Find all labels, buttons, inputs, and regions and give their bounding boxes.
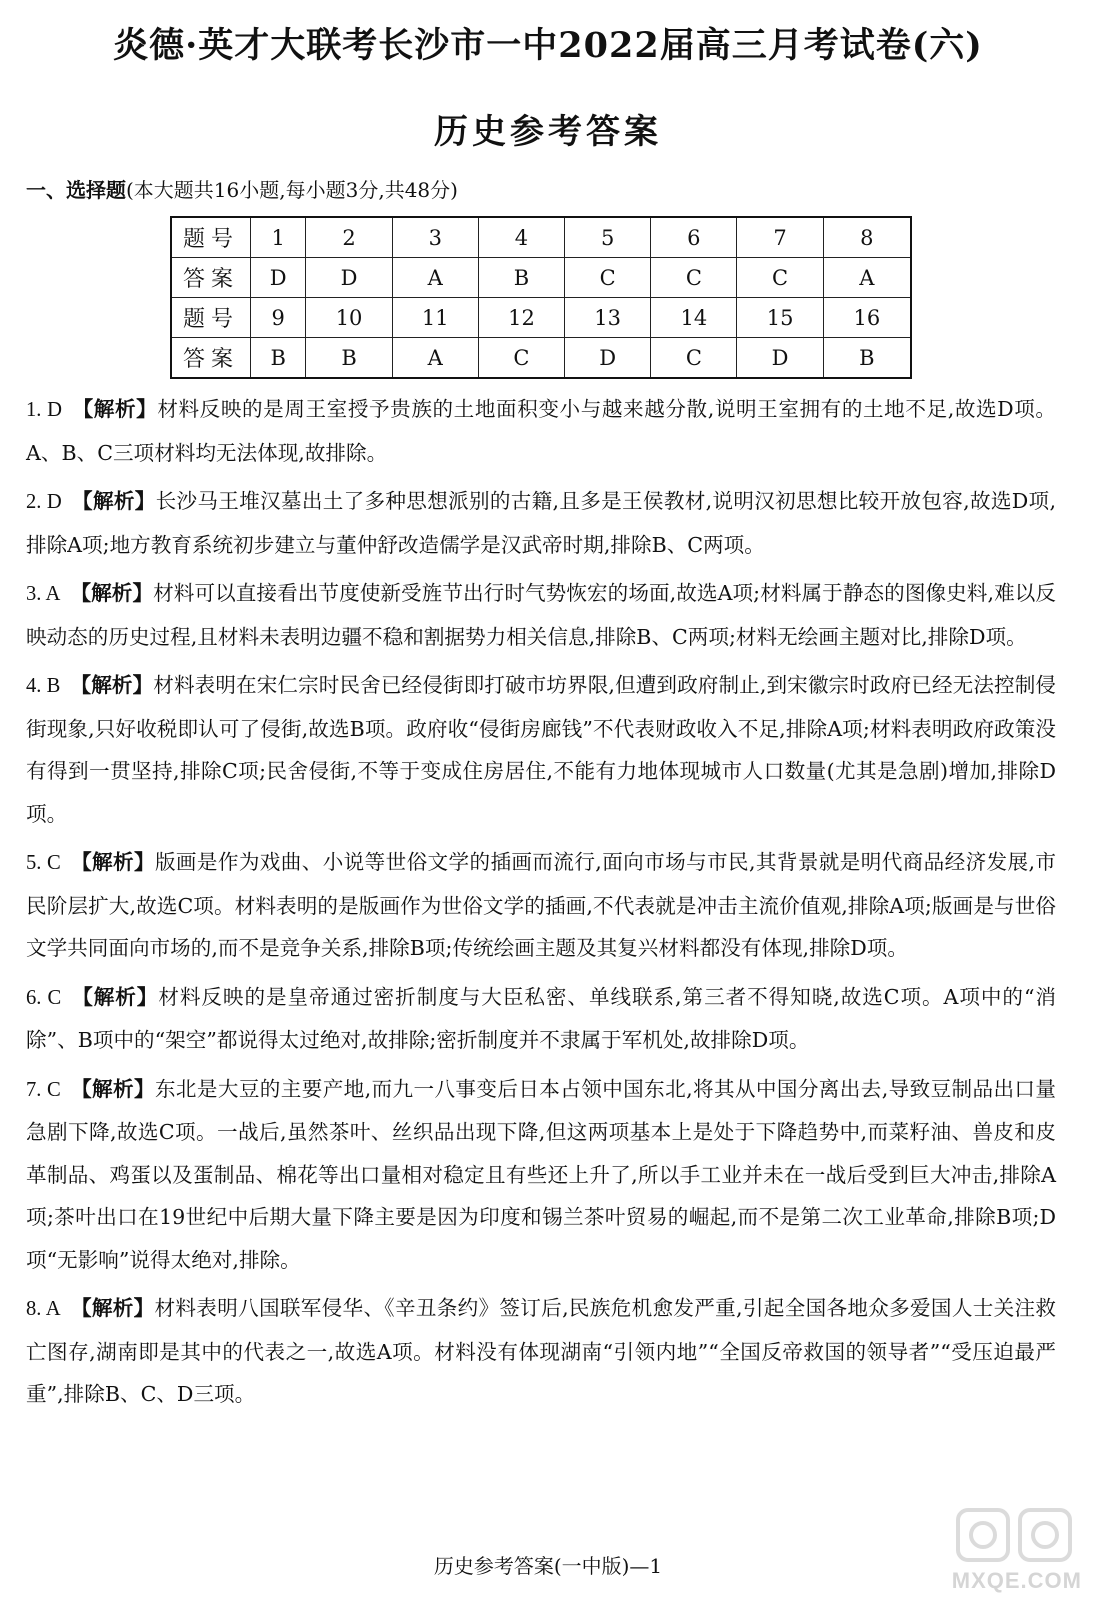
item-tag: 【解析】 xyxy=(72,397,158,421)
answer-cell: A xyxy=(823,258,911,298)
item-number: 3. A xyxy=(26,583,61,605)
question-number-cell: 2 xyxy=(306,217,392,258)
question-number-cell: 8 xyxy=(823,217,911,258)
item-number: 2. D xyxy=(26,491,62,513)
item-tag: 【解析】 xyxy=(70,1296,155,1320)
item-number: 4. B xyxy=(26,675,61,697)
explanation-list xyxy=(26,388,1056,1422)
question-number-cell: 14 xyxy=(651,298,737,338)
item-tag: 【解析】 xyxy=(71,489,156,513)
row-header-answer: 答案 xyxy=(171,338,251,379)
item-text: 材料反映的是周王室授予贵族的土地面积变小与越来越分散,说明王室拥有的土地不足,故选D项。A、B、C三项材料均无法体现,故排除。 xyxy=(26,397,1057,465)
answer-cell: A xyxy=(392,258,478,298)
item-text: 长沙马王堆汉墓出土了多种思想派别的古籍,且多是王侯教材,说明汉初思想比较开放包容,故选D项,排除A项;地方教育系统初步建立与董仲舒改造儒学是汉武帝时期,排除B、C两项。 xyxy=(26,489,1056,557)
item-text: 材料表明八国联军侵华、《辛丑条约》签订后,民族危机愈发严重,引起全国各地众多爱国人士关注救亡图存,湖南即是其中的代表之一,故选A项。材料没有体现湖南“引领内地”“全国反帝救国的领导者”“受压迫最严重”,排除B、C、D三项。 xyxy=(26,1296,1056,1406)
question-number-cell: 3 xyxy=(392,217,478,258)
section-note: (本大题共16小题,每小题3分,共48分) xyxy=(126,178,458,202)
answer-cell: D xyxy=(251,258,306,298)
explanation-item-6 xyxy=(26,976,1056,1062)
question-number-cell: 16 xyxy=(823,298,911,338)
answer-cell: A xyxy=(392,338,478,379)
question-number-cell: 11 xyxy=(392,298,478,338)
answer-table xyxy=(170,216,912,379)
answer-cell: C xyxy=(737,258,823,298)
item-text: 版画是作为戏曲、小说等世俗文学的插画而流行,面向市场与市民,其背景就是明代商品经济发展,市民阶层扩大,故选C项。材料表明的是版画作为世俗文学的插画,不代表就是冲击主流价值观,排除A项;版画是与世俗文学共同面向市场的,而不是竞争关系,排除B项;传统绘画主题及其复兴材料都没有体现,排除D项。 xyxy=(26,850,1056,960)
question-number-cell: 1 xyxy=(251,217,306,258)
row-header-answer: 答案 xyxy=(171,258,251,298)
table-row xyxy=(171,217,911,258)
answer-cell: D xyxy=(565,338,651,379)
question-number-cell: 6 xyxy=(651,217,737,258)
question-number-cell: 7 xyxy=(737,217,823,258)
answer-cell: B xyxy=(823,338,911,379)
explanation-item-8 xyxy=(26,1287,1056,1416)
watermark-text: MXQE.COM xyxy=(951,1568,1082,1593)
item-number: 6. C xyxy=(26,986,62,1009)
question-number-cell: 9 xyxy=(251,298,306,338)
answer-cell: B xyxy=(306,338,392,379)
item-tag: 【解析】 xyxy=(70,1076,155,1101)
answer-cell: C xyxy=(565,258,651,298)
question-number-cell: 13 xyxy=(565,298,651,338)
item-text: 东北是大豆的主要产地,而九一八事变后日本占领中国东北,将其从中国分离出去,导致豆制品出口量急剧下降,故选C项。一战后,虽然茶叶、丝织品出现下降,但这两项基本上是处于下降趋势中,而菜籽油、兽皮和皮革制品、鸡蛋以及蛋制品、棉花等出口量相对稳定且有些还上升了,所以手工业并未在一战后受到巨大冲击,排除A项;茶叶出口在19世纪中后期大量下降主要是因为印度和锡兰茶叶贸易的崛起,而不是第二次工业革命,排除B项;D项“无影响”说得太绝对,排除。 xyxy=(26,1076,1056,1272)
explanation-item-5 xyxy=(26,841,1056,970)
item-text: 材料可以直接看出节度使新受旌节出行时气势恢宏的场面,故选A项;材料属于静态的图像史料,难以反映动态的历史过程,且材料未表明边疆不稳和割据势力相关信息,排除B、C两项;材料无绘画主题对比,排除D项。 xyxy=(26,581,1056,649)
answer-cell: B xyxy=(251,338,306,379)
item-number: 8. A xyxy=(26,1298,61,1320)
answer-cell: C xyxy=(651,338,737,379)
section-label: 一、选择题 xyxy=(26,178,126,202)
item-number: 1. D xyxy=(26,399,63,421)
row-header-number: 题号 xyxy=(171,298,251,338)
question-number-cell: 10 xyxy=(306,298,392,338)
page-title: 炎德·英才大联考长沙市一中2022届高三月考试卷(六) xyxy=(113,25,983,66)
question-number-cell: 15 xyxy=(737,298,823,338)
table-row xyxy=(171,258,911,298)
item-number: 7. C xyxy=(26,1078,61,1101)
item-number: 5. C xyxy=(26,852,61,874)
page-footer: 历史参考答案(一中版)—1 xyxy=(433,1554,663,1578)
answer-cell: B xyxy=(478,258,564,298)
answer-cell: D xyxy=(737,338,823,379)
item-tag: 【解析】 xyxy=(70,673,154,697)
explanation-item-2 xyxy=(26,480,1056,566)
item-tag: 【解析】 xyxy=(71,984,159,1009)
watermark-logo xyxy=(951,1506,1082,1594)
item-tag: 【解析】 xyxy=(70,581,154,605)
question-number-cell: 12 xyxy=(478,298,564,338)
item-text: 材料反映的是皇帝通过密折制度与大臣私密、单线联系,第三者不得知晓,故选C项。A项中的“消除”、B项中的“架空”都说得太过绝对,故排除;密折制度并不隶属于军机处,故排除D项。 xyxy=(26,984,1057,1052)
page-subtitle: 历史参考答案 xyxy=(434,112,662,152)
answer-cell: D xyxy=(306,258,392,298)
section-heading xyxy=(26,174,458,203)
explanation-item-7 xyxy=(26,1068,1056,1282)
explanation-item-4 xyxy=(26,664,1056,835)
item-text: 材料表明在宋仁宗时民舍已经侵街即打破市坊界限,但遭到政府制止,到宋徽宗时政府已经无法控制侵街现象,只好收税即认可了侵街,故选B项。政府收“侵街房廊钱”不代表财政收入不足,排除A项;材料表明政府政策没有得到一贯坚持,排除C项;民舍侵街,不等于变成住房居住,不能有力地体现城市人口数量(尤其是急剧)增加,排除D项。 xyxy=(26,673,1056,826)
item-tag: 【解析】 xyxy=(70,850,155,874)
explanation-item-3 xyxy=(26,572,1056,658)
table-row xyxy=(171,298,911,338)
question-number-cell: 5 xyxy=(565,217,651,258)
explanation-item-1 xyxy=(26,388,1056,474)
question-number-cell: 4 xyxy=(478,217,564,258)
table-row xyxy=(171,338,911,379)
answer-cell: C xyxy=(651,258,737,298)
watermark-icon xyxy=(954,1506,1082,1566)
row-header-number: 题号 xyxy=(171,217,251,258)
answer-cell: C xyxy=(478,338,564,379)
